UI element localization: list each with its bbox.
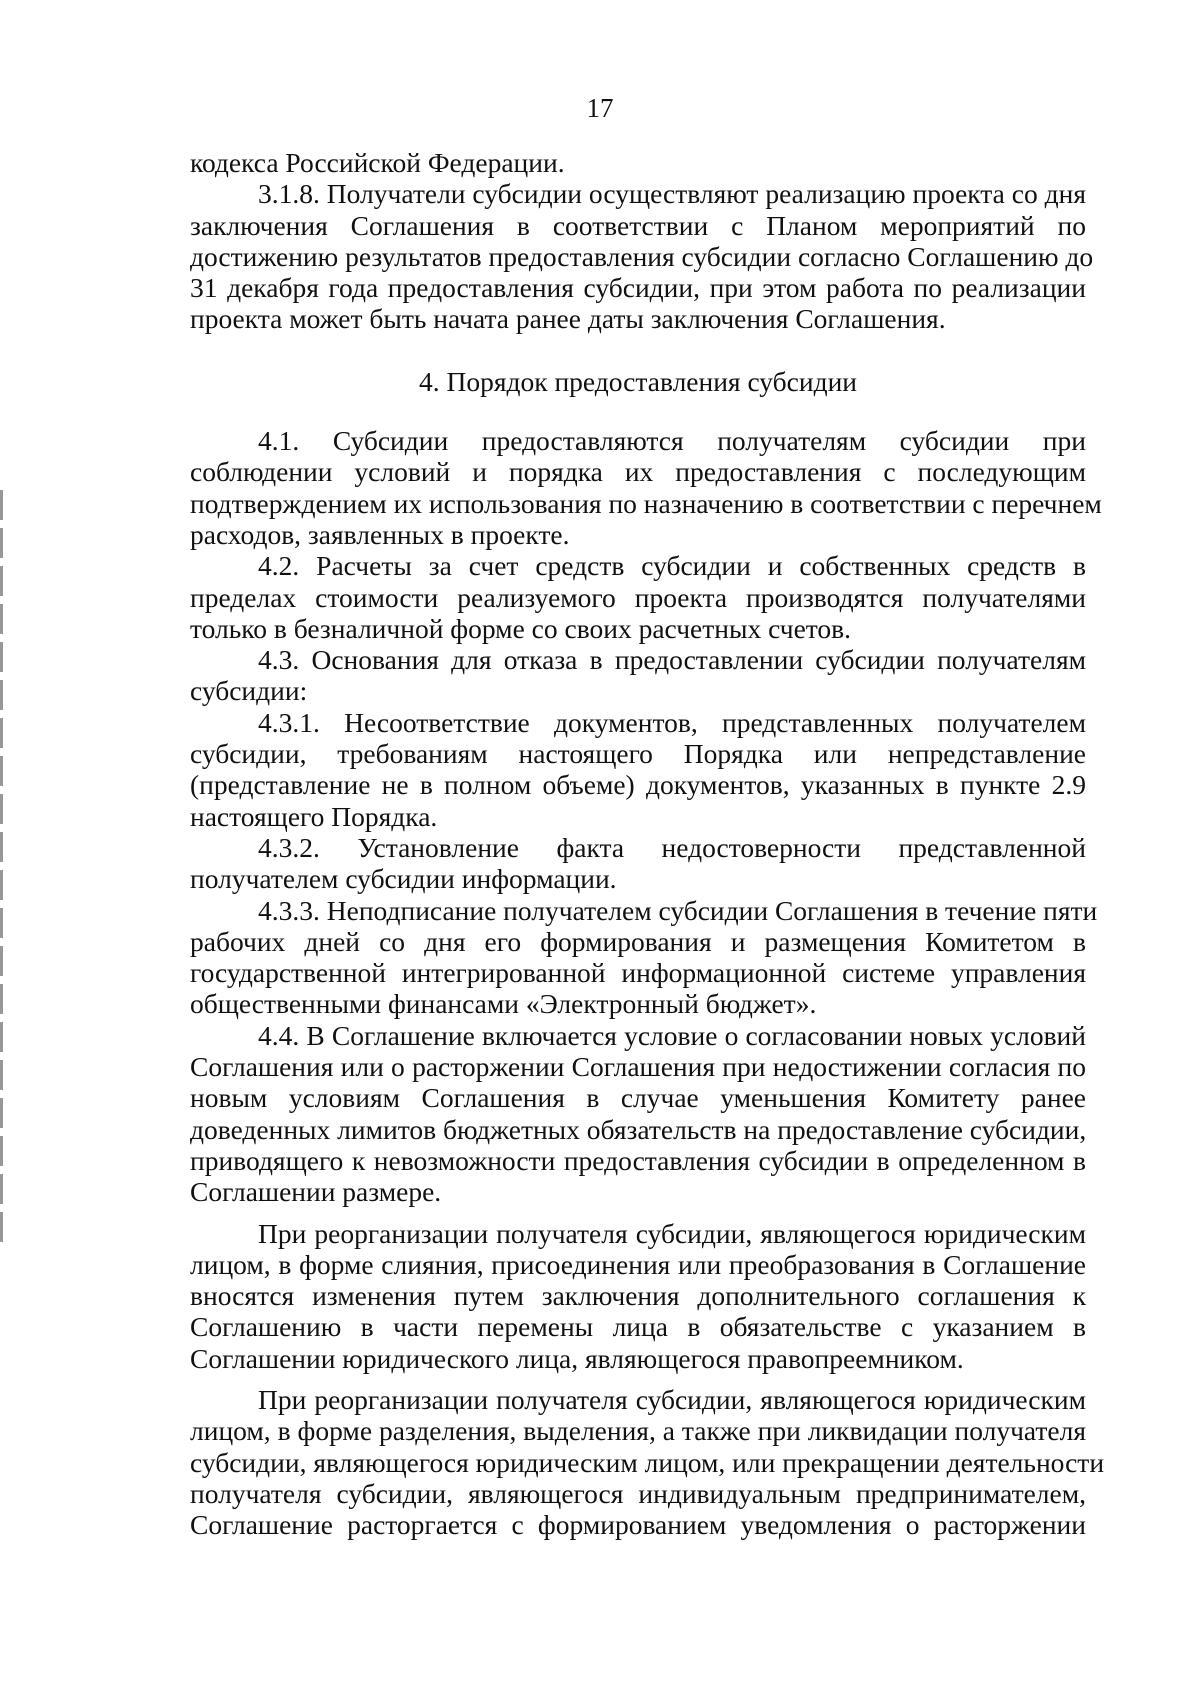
text-line: приводящего к невозможности предоставления субсидии в определенном в bbox=[190, 1144, 1086, 1176]
text-line: получателем субсидии информации. bbox=[190, 863, 617, 895]
text-line: 4.2. Расчеты за счет средств субсидии и собственных средств в bbox=[258, 550, 1086, 582]
text-line: доведенных лимитов бюджетных обязательств на предоставление субсидии, bbox=[190, 1113, 1087, 1145]
page-number: 17 bbox=[586, 93, 614, 123]
text-line: только в безналичной форме со своих расчетных счетов. bbox=[190, 612, 852, 644]
text-line: государственной интегрированной информационной системе управления bbox=[190, 957, 1086, 989]
text-line: 4.3.3. Неподписание получателем субсидии Соглашения в течение пяти bbox=[258, 894, 1098, 926]
text-line: 4.3.1. Несоответствие документов, представленных получателем bbox=[258, 706, 1086, 738]
text-line: лицом, в форме слияния, присоединения или преобразования в Соглашение bbox=[190, 1248, 1086, 1280]
text-line: субсидии, являющегося юридическим лицом, или прекращении деятельности bbox=[190, 1446, 1105, 1478]
text-line: настоящего Порядка. bbox=[190, 800, 438, 832]
text-line: заключения Соглашения в соответствии с Планом мероприятий по bbox=[190, 209, 1086, 241]
text-line: Соглашении юридического лица, являющегося правопреемником. bbox=[190, 1342, 964, 1374]
scan-edge-artifact bbox=[0, 490, 3, 1250]
text-line: лицом, в форме разделения, выделения, а также при ликвидации получателя bbox=[190, 1415, 1086, 1447]
text-line: 4. Порядок предоставления субсидии bbox=[418, 365, 858, 397]
text-line: (представление не в полном объеме) документов, указанных в пункте 2.9 bbox=[190, 769, 1086, 801]
text-line: 4.3. Основания для отказа в предоставлении субсидии получателям bbox=[258, 644, 1086, 676]
text-line: При реорганизации получателя субсидии, являющегося юридическим bbox=[258, 1217, 1086, 1249]
text-line: 4.3.2. Установление факта недостоверности представленной bbox=[258, 831, 1086, 863]
text-line: Соглашению в части перемены лица в обязательстве с указанием в bbox=[190, 1311, 1086, 1343]
text-line: субсидии, требованиям настоящего Порядка или непредставление bbox=[190, 738, 1086, 770]
text-line: расходов, заявленных в проекте. bbox=[190, 518, 570, 550]
text-line: Соглашении размере. bbox=[190, 1176, 442, 1208]
text-line: вносятся изменения путем заключения дополнительного соглашения к bbox=[190, 1280, 1086, 1312]
text-line: 4.4. В Соглашение включается условие о согласовании новых условий bbox=[258, 1019, 1086, 1051]
text-line: достижению результатов предоставления субсидии согласно Соглашению до bbox=[190, 240, 1094, 272]
text-line: новым условиям Соглашения в случае уменьшения Комитету ранее bbox=[190, 1082, 1086, 1114]
text-line: 3.1.8. Получатели субсидии осуществляют реализацию проекта со дня bbox=[258, 178, 1086, 210]
text-line: Соглашение расторгается с формированием уведомления о расторжении bbox=[190, 1509, 1086, 1541]
text-line: соблюдении условий и порядка их предоставления с последующим bbox=[190, 456, 1086, 488]
text-line: общественными финансами «Электронный бюджет». bbox=[190, 988, 817, 1020]
text-line: субсидии: bbox=[190, 675, 308, 707]
text-line: кодекса Российской Федерации. bbox=[190, 147, 565, 178]
text-line: рабочих дней со дня его формирования и размещения Комитетом в bbox=[190, 925, 1086, 957]
text-line: 4.1. Субсидии предоставляются получателям субсидии при bbox=[258, 425, 1086, 457]
text-line: 31 декабря года предоставления субсидии, при этом работа по реализации bbox=[190, 272, 1086, 304]
text-line: получателя субсидии, являющегося индивидуальным предпринимателем, bbox=[190, 1477, 1086, 1509]
text-line: пределах стоимости реализуемого проекта производятся получателями bbox=[190, 581, 1086, 613]
text-line: При реорганизации получателя субсидии, являющегося юридическим bbox=[258, 1383, 1086, 1415]
document-body bbox=[190, 147, 1105, 1541]
text-line: подтверждением их использования по назначению в соответствии с перечнем bbox=[190, 487, 1102, 519]
text-line: проекта может быть начата ранее даты заключения Соглашения. bbox=[190, 303, 946, 335]
text-line: Соглашения или о расторжении Соглашения при недостижении согласия по bbox=[190, 1051, 1086, 1083]
